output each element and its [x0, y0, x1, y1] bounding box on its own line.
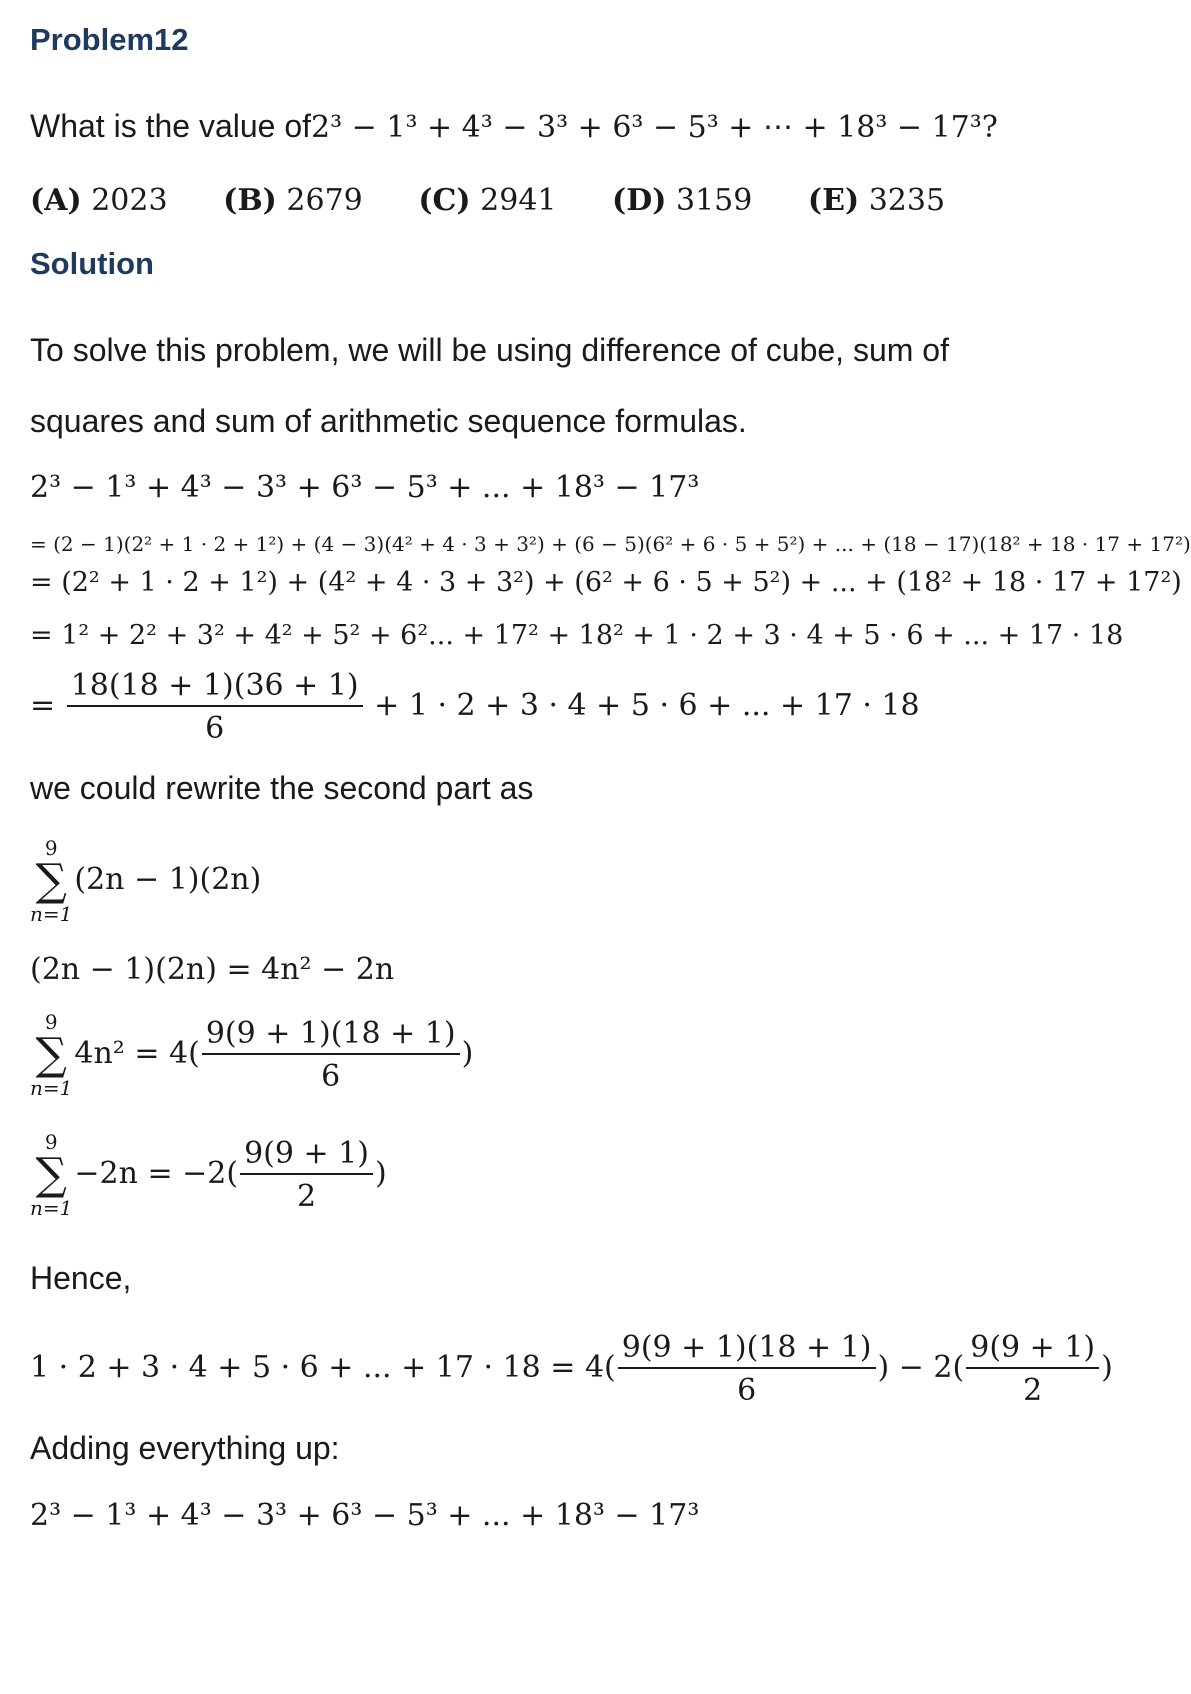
choice-a-letter: (A)	[30, 183, 82, 218]
derivation-line-1: 2³ − 1³ + 4³ − 3³ + 6³ − 5³ + ... + 18³ − 17³	[30, 470, 700, 505]
sigma-1-symbol: ∑	[35, 855, 67, 906]
solution-title: Solution	[30, 246, 154, 281]
choice-b-value: 2679	[286, 183, 363, 218]
line5-fraction	[67, 668, 363, 746]
line5-numerator: 18(18 + 1)(36 + 1)	[67, 668, 363, 707]
hence-close: )	[1101, 1350, 1113, 1385]
sum-3-close: )	[374, 1156, 387, 1192]
sum-2-numerator: 9(9 + 1)(18 + 1)	[202, 1016, 460, 1055]
line5-equals: =	[30, 688, 56, 723]
choice-a	[30, 183, 168, 218]
line5-denominator: 6	[205, 711, 225, 746]
sum-3-numerator: 9(9 + 1)	[240, 1136, 373, 1175]
choice-a-value: 2023	[91, 183, 168, 218]
choice-d-letter: (D)	[612, 183, 667, 218]
hence-numerator-2: 9(9 + 1)	[966, 1330, 1099, 1369]
choice-b	[223, 183, 363, 218]
sigma-3	[30, 1130, 73, 1221]
derivation-line-3: = (2² + 1 · 2 + 1²) + (4² + 4 · 3 + 3²) + (6² + 6 · 5 + 5²) + ... + (18² + 18 · 17 + 17²)	[30, 567, 1182, 598]
choice-c-value: 2941	[480, 183, 557, 218]
choice-e	[808, 183, 945, 218]
choice-c	[418, 183, 556, 218]
sigma-3-upper: 9	[44, 1130, 58, 1154]
choice-d	[612, 183, 752, 218]
sum-2-denominator: 6	[321, 1059, 341, 1095]
hence-numerator-1: 9(9 + 1)(18 + 1)	[618, 1330, 876, 1369]
sigma-3-symbol: ∑	[35, 1149, 67, 1200]
hence-label: Hence,	[30, 1260, 132, 1296]
line5-tail: + 1 · 2 + 3 · 4 + 5 · 6 + ... + 17 · 18	[374, 688, 920, 723]
sigma-2-symbol: ∑	[35, 1029, 67, 1080]
sigma-1-upper: 9	[44, 836, 58, 860]
sigma-2-lower: n=1	[30, 1076, 73, 1101]
sigma-3-lower: n=1	[30, 1196, 73, 1221]
answer-choices	[30, 183, 991, 218]
sigma-1	[30, 836, 73, 927]
hence-fraction-1	[618, 1330, 876, 1408]
sum-3-denominator: 2	[296, 1179, 317, 1215]
final-line: 2³ − 1³ + 4³ − 3³ + 6³ − 5³ + ... + 18³ − 17³	[30, 1498, 700, 1533]
choice-b-letter: (B)	[223, 183, 277, 218]
choice-d-value: 3159	[676, 183, 753, 218]
hence-denominator-2: 2	[1023, 1373, 1043, 1408]
question-expression: 2³ − 1³ + 4³ − 3³ + 6³ − 5³ + ⋯ + 18³ − 17³?	[311, 110, 998, 145]
derivation-line-4: = 1² + 2² + 3² + 4² + 5² + 6²... + 17² + 18² + 1 · 2 + 3 · 4 + 5 · 6 + ... + 17 · 18	[30, 620, 1124, 651]
sum-2-fraction	[202, 1016, 460, 1094]
sum-2-body: 4n² = 4(	[74, 1036, 200, 1072]
intro-line-2: squares and sum of arithmetic sequence formulas.	[30, 403, 747, 439]
sigma-1-lower: n=1	[30, 902, 73, 927]
hence-fraction-2	[966, 1330, 1099, 1408]
question	[30, 108, 998, 145]
sum-2	[30, 1010, 474, 1101]
hence-equation	[30, 1330, 1113, 1408]
hence-lhs: 1 · 2 + 3 · 4 + 5 · 6 + ... + 17 · 18 = 4(	[30, 1350, 616, 1385]
sum-1-body: (2n − 1)(2n)	[74, 862, 262, 898]
hence-mid: ) − 2(	[877, 1350, 965, 1385]
sum-2-close: )	[461, 1036, 474, 1072]
choice-c-letter: (C)	[418, 183, 471, 218]
sum-3	[30, 1130, 387, 1221]
hence-denominator-1: 6	[737, 1373, 757, 1408]
question-prefix: What is the value of	[30, 108, 312, 144]
adding-label: Adding everything up:	[30, 1430, 340, 1466]
intro-line-1: To solve this problem, we will be using difference of cube, sum of	[30, 332, 949, 368]
sigma-2	[30, 1010, 73, 1101]
rewrite-text: we could rewrite the second part as	[30, 770, 534, 806]
expansion-line: (2n − 1)(2n) = 4n² − 2n	[30, 952, 395, 987]
problem-title: Problem12	[30, 22, 189, 57]
choice-e-value: 3235	[868, 183, 946, 218]
derivation-line-5	[30, 668, 920, 746]
sigma-2-upper: 9	[44, 1010, 58, 1034]
sum-3-body: −2n = −2(	[74, 1156, 239, 1192]
choice-e-letter: (E)	[807, 183, 860, 218]
sum-3-fraction	[240, 1136, 373, 1214]
sum-1	[30, 836, 262, 927]
derivation-line-2: = (2 − 1)(2² + 1 · 2 + 1²) + (4 − 3)(4² + 4 · 3 + 3²) + (6 − 5)(6² + 6 · 5 + 5²) + ... + (18 − 17)(18² + 18 · 17 + 17²)	[30, 532, 1191, 556]
